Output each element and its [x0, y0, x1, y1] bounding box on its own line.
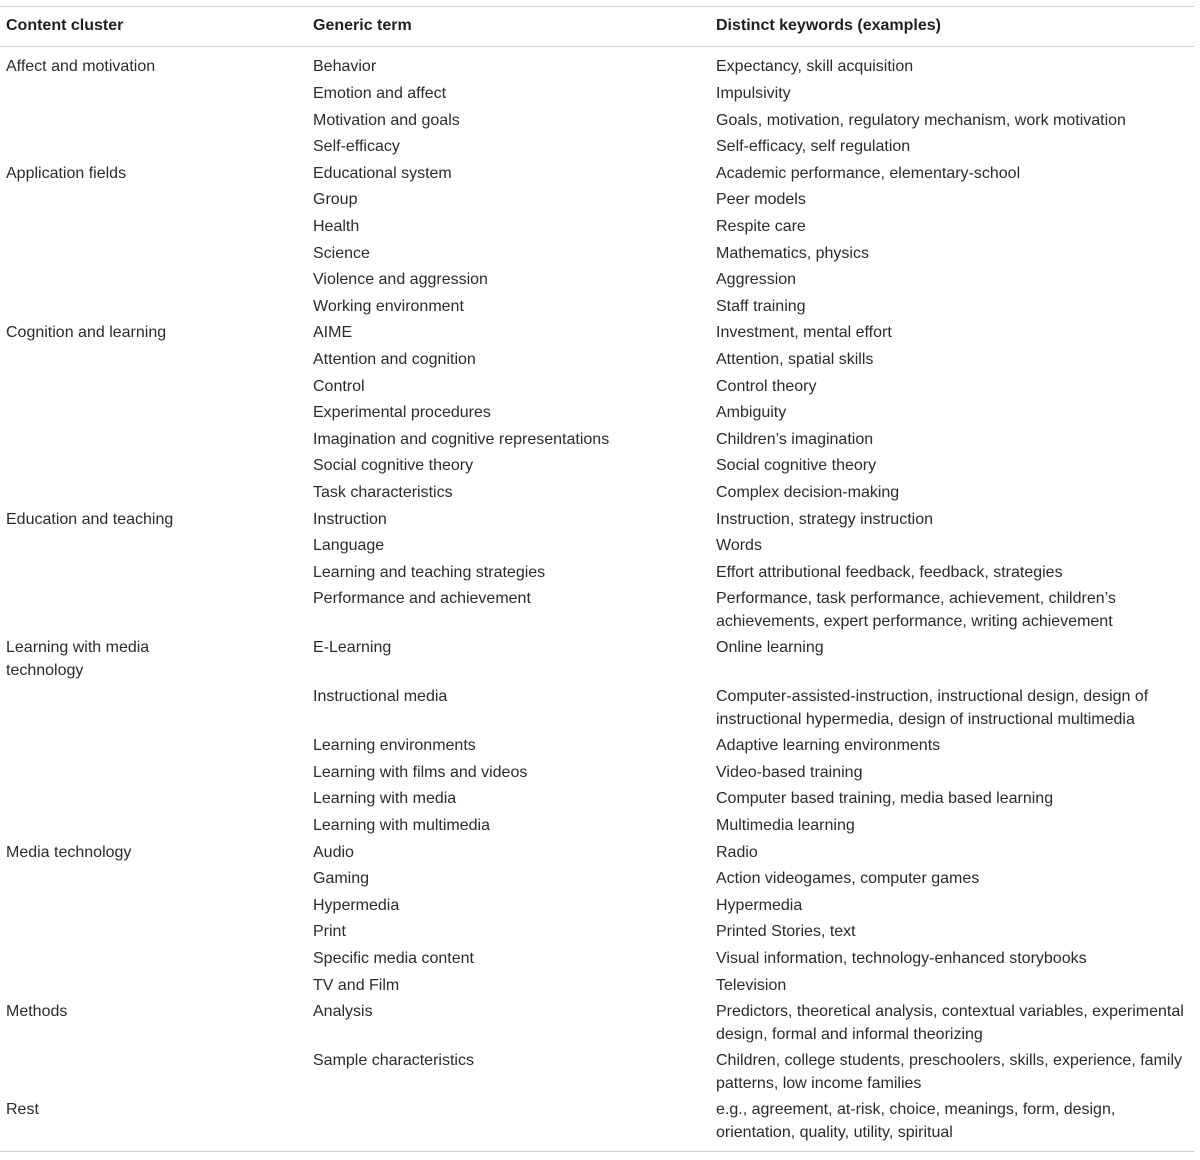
- cell-keywords: Aggression: [716, 271, 797, 289]
- cell-term: Instructional media: [313, 688, 448, 706]
- cell-keywords: Impulsivity: [716, 85, 791, 102]
- cell-term: Language: [313, 537, 385, 555]
- cell-term: Behavior: [313, 58, 377, 76]
- table-row: [0, 134, 1194, 161]
- table-row: [0, 1048, 1194, 1097]
- cell-keywords: Staff training: [716, 297, 806, 315]
- table-row: [0, 1097, 1194, 1151]
- table-row: [0, 684, 1194, 733]
- cell-cluster: [0, 560, 307, 587]
- cell-keywords: Instruction, strategy instruction: [716, 510, 933, 528]
- cell-keywords: Computer based training, media based learning: [716, 790, 1054, 808]
- cell-cluster: Affect and motivation: [6, 58, 156, 76]
- cell-term: Group: [313, 191, 358, 209]
- header-content-cluster: Content cluster: [0, 7, 307, 47]
- table-body: [0, 47, 1194, 1152]
- cell-cluster: [0, 1048, 307, 1097]
- table-row: [0, 533, 1194, 560]
- cell-cluster: [0, 427, 307, 454]
- cell-keywords: Self-efficacy, self regulation: [716, 138, 911, 156]
- cell-cluster: [0, 241, 307, 268]
- cell-keywords: e.g., agreement, at-risk, choice, meanings, form, design, orientation, quality, utility, spiritual: [716, 1101, 1116, 1141]
- cell-keywords: Social cognitive theory: [716, 457, 877, 475]
- cell-cluster: [0, 294, 307, 321]
- cell-cluster: Learning with media technology: [6, 639, 150, 679]
- cell-term: AIME: [313, 324, 353, 342]
- cell-term: Working environment: [313, 297, 464, 315]
- cell-cluster: [0, 214, 307, 241]
- table-row: [0, 427, 1194, 454]
- table-header: [0, 7, 1194, 47]
- cell-cluster: [0, 187, 307, 214]
- table-row: [0, 241, 1194, 268]
- cell-keywords: Investment, mental effort: [716, 324, 892, 342]
- cell-term: Social cognitive theory: [313, 457, 474, 475]
- cell-keywords: Video-based training: [716, 763, 863, 781]
- cell-cluster: [0, 347, 307, 374]
- table-row: [0, 161, 1194, 188]
- cell-term: Audio: [313, 843, 354, 861]
- cell-cluster: [0, 267, 307, 294]
- table-row: [0, 866, 1194, 893]
- table-row: [0, 81, 1194, 108]
- cell-cluster: [0, 813, 307, 840]
- table-row: [0, 47, 1194, 81]
- table-row: [0, 347, 1194, 374]
- cell-term: TV and Film: [313, 976, 400, 994]
- cell-term: Instruction: [313, 510, 387, 528]
- cell-keywords: Adaptive learning environments: [716, 737, 941, 755]
- cell-keywords: Action videogames, computer games: [716, 870, 980, 888]
- cell-term: Learning environments: [313, 737, 476, 755]
- cell-term: Learning with films and videos: [313, 763, 528, 781]
- table-row: [0, 480, 1194, 507]
- cell-term: Violence and aggression: [313, 271, 488, 289]
- cell-cluster: [0, 81, 307, 108]
- cell-keywords: Predictors, theoretical analysis, contextual variables, experimental design, formal and informal theorizing: [716, 1003, 1184, 1043]
- table-row: [0, 453, 1194, 480]
- cell-cluster: [0, 108, 307, 135]
- cell-cluster: [0, 453, 307, 480]
- cell-keywords: Ambiguity: [716, 404, 787, 422]
- cell-keywords: Mathematics, physics: [716, 244, 869, 262]
- table-row: [0, 893, 1194, 920]
- cell-cluster: [0, 533, 307, 560]
- cell-keywords: Television: [716, 976, 787, 994]
- cell-term: Self-efficacy: [313, 138, 400, 156]
- cell-cluster: Rest: [6, 1101, 39, 1119]
- cell-cluster: Education and teaching: [6, 510, 174, 528]
- table-row: [0, 400, 1194, 427]
- cell-term: Sample characteristics: [313, 1052, 474, 1070]
- cell-keywords: Respite care: [716, 217, 806, 235]
- table-row: [0, 294, 1194, 321]
- cell-term: Specific media content: [313, 950, 474, 968]
- cell-keywords: Hypermedia: [716, 896, 803, 914]
- cell-cluster: Application fields: [6, 164, 127, 182]
- cell-term: Hypermedia: [313, 896, 400, 914]
- table-row: [0, 973, 1194, 1000]
- cell-cluster: [0, 866, 307, 893]
- content-cluster-table-container: [0, 6, 1194, 1152]
- cell-term: Imagination and cognitive representations: [313, 430, 610, 448]
- table-row: [0, 760, 1194, 787]
- cell-keywords: Visual information, technology-enhanced storybooks: [716, 950, 1087, 968]
- cell-term: Performance and achievement: [313, 590, 531, 608]
- table-row: [0, 507, 1194, 534]
- cell-cluster: Cognition and learning: [6, 324, 167, 342]
- cell-keywords: Multimedia learning: [716, 817, 855, 835]
- cell-term: Analysis: [313, 1003, 373, 1021]
- table-row: [0, 999, 1194, 1048]
- cell-cluster: [0, 733, 307, 760]
- cell-term: Experimental procedures: [313, 404, 491, 422]
- cell-term: Attention and cognition: [313, 350, 476, 368]
- cell-term: Health: [313, 217, 360, 235]
- table-row: [0, 267, 1194, 294]
- cell-keywords: Expectancy, skill acquisition: [716, 58, 914, 76]
- cell-cluster: [0, 946, 307, 973]
- cell-cluster: [0, 760, 307, 787]
- table-row: [0, 733, 1194, 760]
- cell-keywords: Academic performance, elementary-school: [716, 164, 1021, 182]
- cell-term: Task characteristics: [313, 483, 453, 501]
- cell-cluster: [0, 973, 307, 1000]
- cell-term: Print: [313, 923, 346, 941]
- cell-keywords: Children, college students, preschoolers, skills, experience, family patterns, low income families: [716, 1052, 1182, 1092]
- table-row: [0, 786, 1194, 813]
- cell-cluster: [0, 374, 307, 401]
- cell-keywords: Computer-assisted-instruction, instructional design, design of instructional hypermedia, design of instructional multimedia: [716, 688, 1149, 728]
- cell-cluster: [0, 893, 307, 920]
- cell-term: Motivation and goals: [313, 111, 460, 129]
- cell-term: E-Learning: [313, 639, 392, 657]
- cell-keywords: Radio: [716, 843, 758, 861]
- cell-keywords: Peer models: [716, 191, 806, 209]
- table-header-row: [0, 7, 1194, 47]
- cell-term: Educational system: [313, 164, 452, 182]
- cell-cluster: Media technology: [6, 843, 132, 861]
- cell-cluster: [0, 684, 307, 733]
- cell-term: Emotion and affect: [313, 85, 447, 102]
- cell-keywords: Online learning: [716, 639, 824, 657]
- content-cluster-table: [0, 6, 1194, 1152]
- table-row: [0, 586, 1194, 635]
- cell-keywords: Printed Stories, text: [716, 923, 856, 941]
- table-row: [0, 320, 1194, 347]
- table-row: [0, 108, 1194, 135]
- header-distinct-keywords: Distinct keywords (examples): [710, 7, 1194, 47]
- cell-cluster: Methods: [6, 1003, 68, 1021]
- cell-cluster: [0, 400, 307, 427]
- cell-term: Learning and teaching strategies: [313, 563, 546, 581]
- table-row: [0, 840, 1194, 867]
- table-row: [0, 560, 1194, 587]
- table-row: [0, 946, 1194, 973]
- cell-term: Learning with multimedia: [313, 817, 490, 835]
- cell-keywords: Complex decision-making: [716, 483, 900, 501]
- cell-cluster: [0, 134, 307, 161]
- cell-keywords: Performance, task performance, achievement, children’s achievements, expert performance, writing achievement: [716, 590, 1116, 630]
- cell-keywords: Control theory: [716, 377, 817, 395]
- cell-term: Gaming: [313, 870, 370, 888]
- cell-cluster: [0, 586, 307, 635]
- cell-term: Control: [313, 377, 365, 395]
- header-generic-term: Generic term: [307, 7, 710, 47]
- table-row: [0, 214, 1194, 241]
- cell-keywords: Goals, motivation, regulatory mechanism, work motivation: [716, 111, 1126, 129]
- cell-cluster: [0, 480, 307, 507]
- cell-keywords: Children’s imagination: [716, 430, 874, 448]
- cell-keywords: Effort attributional feedback, feedback, strategies: [716, 563, 1063, 581]
- cell-term: [307, 1097, 710, 1151]
- table-row: [0, 813, 1194, 840]
- table-row: [0, 919, 1194, 946]
- cell-cluster: [0, 919, 307, 946]
- cell-keywords: Attention, spatial skills: [716, 350, 874, 368]
- cell-keywords: Words: [716, 537, 762, 555]
- table-row: [0, 635, 1194, 684]
- table-row: [0, 187, 1194, 214]
- cell-term: Learning with media: [313, 790, 457, 808]
- cell-term: Science: [313, 244, 370, 262]
- cell-cluster: [0, 786, 307, 813]
- table-row: [0, 374, 1194, 401]
